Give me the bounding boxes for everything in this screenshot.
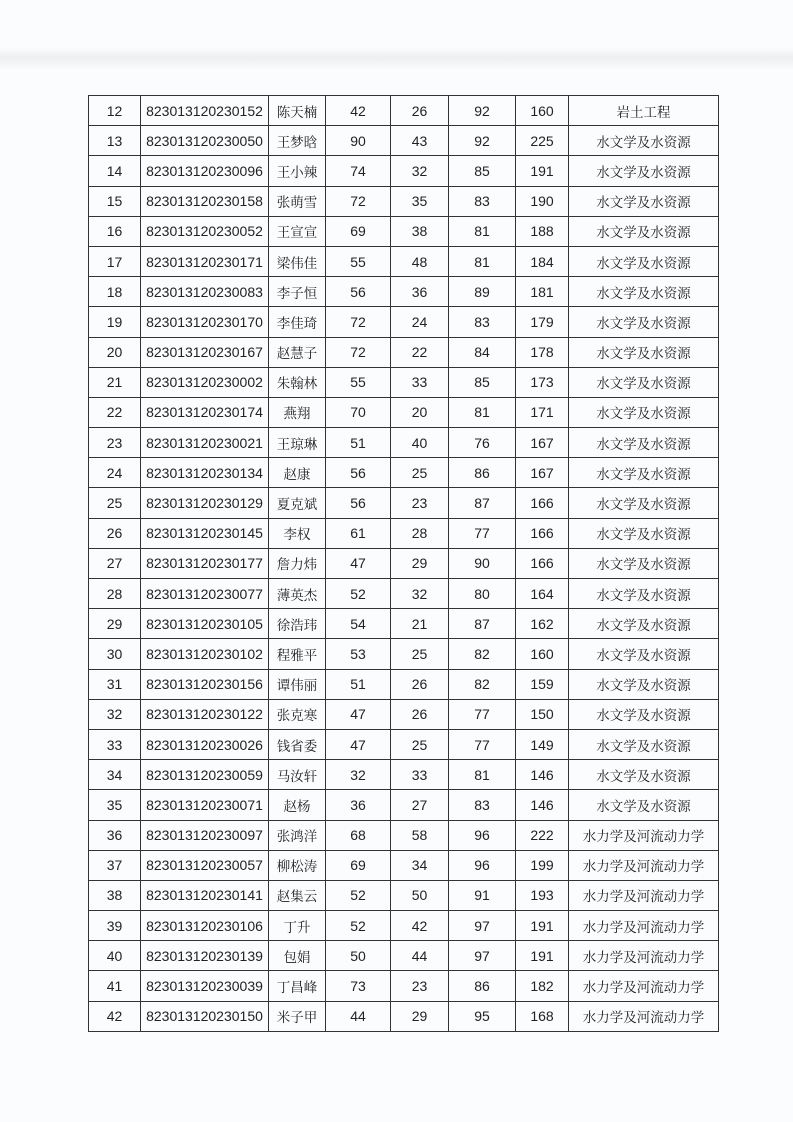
student-name: 王小辣	[269, 156, 326, 186]
score-2: 25	[391, 458, 449, 488]
major: 水文学及水资源	[569, 337, 719, 367]
total-score: 167	[516, 458, 569, 488]
table-row	[89, 790, 719, 820]
major: 水文学及水资源	[569, 548, 719, 578]
major: 水文学及水资源	[569, 579, 719, 609]
scan-artifact-band	[0, 48, 793, 70]
student-name: 张萌雪	[269, 186, 326, 216]
student-name: 燕翔	[269, 397, 326, 427]
score-3: 82	[449, 639, 516, 669]
score-3: 76	[449, 428, 516, 458]
score-1: 70	[326, 397, 391, 427]
table-row	[89, 216, 719, 246]
exam-id: 823013120230052	[141, 216, 269, 246]
exam-id: 823013120230174	[141, 397, 269, 427]
row-number: 26	[89, 518, 141, 548]
score-3: 89	[449, 277, 516, 307]
total-score: 150	[516, 699, 569, 729]
student-name: 包娟	[269, 941, 326, 971]
score-1: 69	[326, 216, 391, 246]
score-1: 72	[326, 337, 391, 367]
total-score: 179	[516, 307, 569, 337]
table-row	[89, 428, 719, 458]
major: 水力学及河流动力学	[569, 820, 719, 850]
exam-id: 823013120230158	[141, 186, 269, 216]
score-table	[88, 95, 719, 1032]
score-2: 33	[391, 760, 449, 790]
major: 水文学及水资源	[569, 760, 719, 790]
row-number: 41	[89, 971, 141, 1001]
score-2: 27	[391, 790, 449, 820]
student-name: 梁伟佳	[269, 246, 326, 276]
exam-id: 823013120230170	[141, 307, 269, 337]
table-row	[89, 941, 719, 971]
score-3: 90	[449, 548, 516, 578]
score-2: 32	[391, 156, 449, 186]
row-number: 25	[89, 488, 141, 518]
score-2: 48	[391, 246, 449, 276]
exam-id: 823013120230167	[141, 337, 269, 367]
score-3: 80	[449, 579, 516, 609]
student-name: 谭伟丽	[269, 669, 326, 699]
student-name: 徐浩玮	[269, 609, 326, 639]
score-3: 96	[449, 820, 516, 850]
table-row	[89, 397, 719, 427]
score-2: 44	[391, 941, 449, 971]
major: 水文学及水资源	[569, 156, 719, 186]
score-3: 95	[449, 1001, 516, 1031]
total-score: 167	[516, 428, 569, 458]
table-row	[89, 971, 719, 1001]
student-name: 赵康	[269, 458, 326, 488]
row-number: 38	[89, 880, 141, 910]
major: 水文学及水资源	[569, 277, 719, 307]
exam-id: 823013120230026	[141, 729, 269, 759]
table-row	[89, 699, 719, 729]
student-name: 李子恒	[269, 277, 326, 307]
total-score: 162	[516, 609, 569, 639]
table-row	[89, 669, 719, 699]
score-3: 83	[449, 186, 516, 216]
score-1: 56	[326, 277, 391, 307]
row-number: 17	[89, 246, 141, 276]
row-number: 18	[89, 277, 141, 307]
row-number: 27	[89, 548, 141, 578]
exam-id: 823013120230129	[141, 488, 269, 518]
total-score: 222	[516, 820, 569, 850]
score-2: 21	[391, 609, 449, 639]
score-2: 28	[391, 518, 449, 548]
score-1: 56	[326, 488, 391, 518]
score-1: 55	[326, 246, 391, 276]
major: 水力学及河流动力学	[569, 850, 719, 880]
row-number: 31	[89, 669, 141, 699]
student-name: 王宣宣	[269, 216, 326, 246]
student-name: 张鸿洋	[269, 820, 326, 850]
table-row	[89, 880, 719, 910]
exam-id: 823013120230152	[141, 96, 269, 126]
major: 水文学及水资源	[569, 488, 719, 518]
table-row	[89, 96, 719, 126]
score-1: 51	[326, 669, 391, 699]
exam-id: 823013120230106	[141, 911, 269, 941]
total-score: 166	[516, 548, 569, 578]
exam-id: 823013120230059	[141, 760, 269, 790]
major: 水力学及河流动力学	[569, 1001, 719, 1031]
score-3: 85	[449, 367, 516, 397]
exam-id: 823013120230021	[141, 428, 269, 458]
exam-id: 823013120230039	[141, 971, 269, 1001]
total-score: 178	[516, 337, 569, 367]
score-2: 58	[391, 820, 449, 850]
total-score: 159	[516, 669, 569, 699]
total-score: 181	[516, 277, 569, 307]
score-3: 77	[449, 518, 516, 548]
score-2: 24	[391, 307, 449, 337]
score-1: 52	[326, 911, 391, 941]
score-1: 90	[326, 126, 391, 156]
score-1: 36	[326, 790, 391, 820]
major: 水文学及水资源	[569, 518, 719, 548]
major: 水力学及河流动力学	[569, 941, 719, 971]
row-number: 15	[89, 186, 141, 216]
score-3: 97	[449, 911, 516, 941]
table-row	[89, 337, 719, 367]
student-name: 朱翰林	[269, 367, 326, 397]
score-3: 92	[449, 126, 516, 156]
score-3: 87	[449, 609, 516, 639]
score-1: 52	[326, 880, 391, 910]
row-number: 40	[89, 941, 141, 971]
table-row	[89, 639, 719, 669]
student-name: 丁升	[269, 911, 326, 941]
score-1: 54	[326, 609, 391, 639]
score-3: 97	[449, 941, 516, 971]
score-1: 69	[326, 850, 391, 880]
total-score: 188	[516, 216, 569, 246]
exam-id: 823013120230071	[141, 790, 269, 820]
score-1: 73	[326, 971, 391, 1001]
score-1: 47	[326, 699, 391, 729]
student-name: 程雅平	[269, 639, 326, 669]
row-number: 39	[89, 911, 141, 941]
exam-id: 823013120230156	[141, 669, 269, 699]
score-3: 81	[449, 216, 516, 246]
table-row	[89, 548, 719, 578]
score-1: 72	[326, 186, 391, 216]
score-3: 83	[449, 307, 516, 337]
row-number: 30	[89, 639, 141, 669]
total-score: 191	[516, 156, 569, 186]
row-number: 42	[89, 1001, 141, 1031]
table-row	[89, 126, 719, 156]
score-2: 38	[391, 216, 449, 246]
major: 水文学及水资源	[569, 307, 719, 337]
score-2: 22	[391, 337, 449, 367]
score-3: 86	[449, 971, 516, 1001]
table-row	[89, 911, 719, 941]
row-number: 34	[89, 760, 141, 790]
major: 水文学及水资源	[569, 367, 719, 397]
major: 水文学及水资源	[569, 216, 719, 246]
total-score: 149	[516, 729, 569, 759]
major: 水文学及水资源	[569, 458, 719, 488]
major: 水文学及水资源	[569, 729, 719, 759]
table-row	[89, 518, 719, 548]
major: 水文学及水资源	[569, 639, 719, 669]
exam-id: 823013120230177	[141, 548, 269, 578]
score-3: 82	[449, 669, 516, 699]
exam-id: 823013120230171	[141, 246, 269, 276]
major: 水文学及水资源	[569, 790, 719, 820]
score-3: 96	[449, 850, 516, 880]
table-row	[89, 760, 719, 790]
score-1: 51	[326, 428, 391, 458]
score-1: 56	[326, 458, 391, 488]
total-score: 160	[516, 639, 569, 669]
total-score: 171	[516, 397, 569, 427]
major: 水文学及水资源	[569, 699, 719, 729]
score-2: 40	[391, 428, 449, 458]
table-row	[89, 246, 719, 276]
total-score: 164	[516, 579, 569, 609]
score-2: 23	[391, 488, 449, 518]
student-name: 赵杨	[269, 790, 326, 820]
exam-id: 823013120230105	[141, 609, 269, 639]
total-score: 166	[516, 518, 569, 548]
row-number: 21	[89, 367, 141, 397]
score-2: 42	[391, 911, 449, 941]
table-row	[89, 820, 719, 850]
score-2: 29	[391, 1001, 449, 1031]
major: 水力学及河流动力学	[569, 880, 719, 910]
score-2: 35	[391, 186, 449, 216]
score-1: 68	[326, 820, 391, 850]
total-score: 184	[516, 246, 569, 276]
table-row	[89, 488, 719, 518]
total-score: 146	[516, 760, 569, 790]
score-3: 81	[449, 246, 516, 276]
score-1: 50	[326, 941, 391, 971]
exam-id: 823013120230096	[141, 156, 269, 186]
row-number: 28	[89, 579, 141, 609]
score-1: 55	[326, 367, 391, 397]
major: 水力学及河流动力学	[569, 971, 719, 1001]
row-number: 33	[89, 729, 141, 759]
score-2: 43	[391, 126, 449, 156]
student-name: 柳松涛	[269, 850, 326, 880]
score-2: 26	[391, 669, 449, 699]
score-2: 29	[391, 548, 449, 578]
score-2: 20	[391, 397, 449, 427]
score-3: 92	[449, 96, 516, 126]
major: 岩土工程	[569, 96, 719, 126]
major: 水文学及水资源	[569, 186, 719, 216]
total-score: 190	[516, 186, 569, 216]
major: 水文学及水资源	[569, 126, 719, 156]
score-3: 87	[449, 488, 516, 518]
exam-id: 823013120230077	[141, 579, 269, 609]
student-name: 夏克斌	[269, 488, 326, 518]
score-2: 26	[391, 699, 449, 729]
score-2: 25	[391, 729, 449, 759]
score-3: 91	[449, 880, 516, 910]
table-row	[89, 277, 719, 307]
row-number: 16	[89, 216, 141, 246]
exam-id: 823013120230057	[141, 850, 269, 880]
row-number: 37	[89, 850, 141, 880]
major: 水力学及河流动力学	[569, 911, 719, 941]
total-score: 199	[516, 850, 569, 880]
student-name: 米子甲	[269, 1001, 326, 1031]
major: 水文学及水资源	[569, 246, 719, 276]
major: 水文学及水资源	[569, 609, 719, 639]
exam-id: 823013120230141	[141, 880, 269, 910]
total-score: 166	[516, 488, 569, 518]
table-row	[89, 609, 719, 639]
total-score: 168	[516, 1001, 569, 1031]
exam-id: 823013120230145	[141, 518, 269, 548]
score-2: 26	[391, 96, 449, 126]
student-name: 王琼琳	[269, 428, 326, 458]
student-name: 钱省委	[269, 729, 326, 759]
score-3: 77	[449, 729, 516, 759]
row-number: 14	[89, 156, 141, 186]
exam-id: 823013120230083	[141, 277, 269, 307]
row-number: 13	[89, 126, 141, 156]
student-name: 丁昌峰	[269, 971, 326, 1001]
score-2: 36	[391, 277, 449, 307]
row-number: 24	[89, 458, 141, 488]
score-2: 23	[391, 971, 449, 1001]
table-row	[89, 1001, 719, 1031]
score-3: 83	[449, 790, 516, 820]
student-name: 马汝轩	[269, 760, 326, 790]
table-row	[89, 367, 719, 397]
table-row	[89, 458, 719, 488]
table-row	[89, 579, 719, 609]
score-1: 32	[326, 760, 391, 790]
score-1: 52	[326, 579, 391, 609]
row-number: 35	[89, 790, 141, 820]
score-1: 74	[326, 156, 391, 186]
row-number: 23	[89, 428, 141, 458]
score-3: 85	[449, 156, 516, 186]
total-score: 182	[516, 971, 569, 1001]
total-score: 191	[516, 911, 569, 941]
table-row	[89, 307, 719, 337]
score-1: 44	[326, 1001, 391, 1031]
exam-id: 823013120230122	[141, 699, 269, 729]
score-3: 86	[449, 458, 516, 488]
score-3: 77	[449, 699, 516, 729]
row-number: 22	[89, 397, 141, 427]
major: 水文学及水资源	[569, 397, 719, 427]
score-2: 33	[391, 367, 449, 397]
exam-id: 823013120230150	[141, 1001, 269, 1031]
row-number: 29	[89, 609, 141, 639]
student-name: 陈天楠	[269, 96, 326, 126]
exam-id: 823013120230102	[141, 639, 269, 669]
score-1: 72	[326, 307, 391, 337]
score-3: 84	[449, 337, 516, 367]
table-row	[89, 850, 719, 880]
score-1: 47	[326, 729, 391, 759]
score-1: 42	[326, 96, 391, 126]
total-score: 160	[516, 96, 569, 126]
student-name: 李佳琦	[269, 307, 326, 337]
row-number: 32	[89, 699, 141, 729]
exam-id: 823013120230050	[141, 126, 269, 156]
major: 水文学及水资源	[569, 428, 719, 458]
student-name: 薄英杰	[269, 579, 326, 609]
student-name: 李权	[269, 518, 326, 548]
table-row	[89, 156, 719, 186]
score-3: 81	[449, 760, 516, 790]
score-3: 81	[449, 397, 516, 427]
row-number: 20	[89, 337, 141, 367]
table-row	[89, 729, 719, 759]
score-2: 34	[391, 850, 449, 880]
table-row	[89, 186, 719, 216]
score-2: 25	[391, 639, 449, 669]
student-name: 詹力炜	[269, 548, 326, 578]
exam-id: 823013120230139	[141, 941, 269, 971]
row-number: 19	[89, 307, 141, 337]
total-score: 193	[516, 880, 569, 910]
student-name: 赵集云	[269, 880, 326, 910]
student-name: 赵慧子	[269, 337, 326, 367]
total-score: 173	[516, 367, 569, 397]
score-2: 50	[391, 880, 449, 910]
exam-id: 823013120230134	[141, 458, 269, 488]
exam-id: 823013120230002	[141, 367, 269, 397]
row-number: 12	[89, 96, 141, 126]
total-score: 146	[516, 790, 569, 820]
score-1: 47	[326, 548, 391, 578]
exam-id: 823013120230097	[141, 820, 269, 850]
score-2: 32	[391, 579, 449, 609]
student-name: 张克寒	[269, 699, 326, 729]
major: 水文学及水资源	[569, 669, 719, 699]
total-score: 225	[516, 126, 569, 156]
score-1: 61	[326, 518, 391, 548]
row-number: 36	[89, 820, 141, 850]
student-name: 王梦晗	[269, 126, 326, 156]
score-1: 53	[326, 639, 391, 669]
total-score: 191	[516, 941, 569, 971]
